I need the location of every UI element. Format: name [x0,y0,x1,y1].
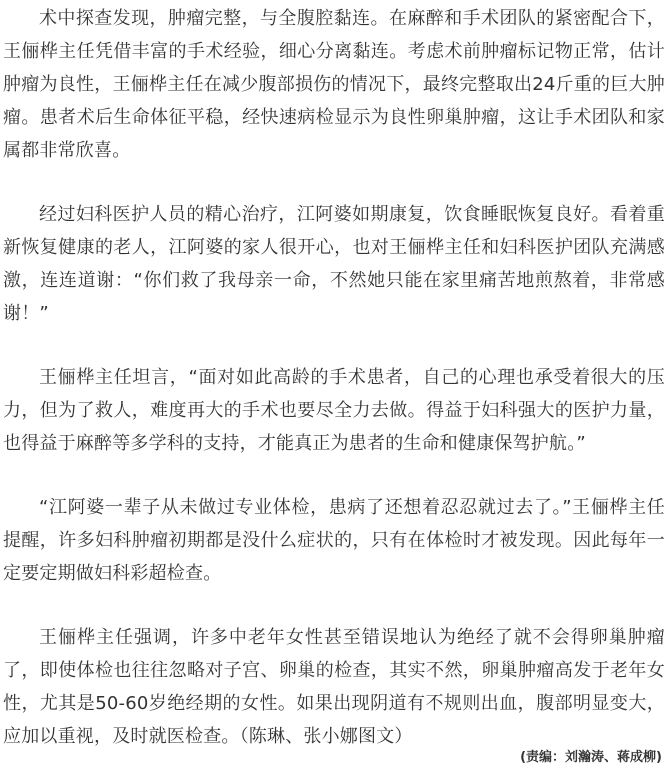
paragraph-gap [3,590,665,621]
paragraph-gap [3,167,665,198]
paragraph-gap [3,460,665,491]
article-body [3,2,665,753]
paragraph-doctor-statement: 王俪桦主任坦言，“面对如此高龄的手术患者，自己的心理也承受着很大的压力，但为了救人，难度再大的手术也要尽全力去做。得益于妇科强大的医护力量，也得益于麻醉等多学科的支持，才能真正为患者的生命和健康保驾护航。” [3,367,665,454]
editor-credit: (责编：刘瀚涛、蒋成柳) [520,750,662,765]
paragraph-gap [3,330,665,361]
paragraph-recovery: 经过妇科医护人员的精心治疗，江阿婆如期康复，饮食睡眠恢复良好。看着重新恢复健康的老人，江阿婆的家人很开心，也对王俪桦主任和妇科医护团队充满感激，连连道谢：“你们救了我母亲一命，不然她只能在家里痛苦地煎熬着，非常感谢！” [3,204,665,324]
paragraph-checkup-reminder: “江阿婆一辈子从未做过专业体检，患病了还想着忍忍就过去了。”王俪桦主任提醒，许多妇科肿瘤初期都是没什么症状的，只有在体检时才被发现。因此每年一定要定期做妇科彩超检查。 [3,497,665,584]
paragraph-surgery: 术中探查发现，肿瘤完整，与全腹腔黏连。在麻醉和手术团队的紧密配合下，王俪桦主任凭借丰富的手术经验，细心分离黏连。考虑术前肿瘤标记物正常，估计肿瘤为良性，王俪桦主任在减少腹部损伤的情况下，最终完整取出24斤重的巨大肿瘤。患者术后生命体征平稳，经快速病检显示为良性卵巢肿瘤，这让手术团队和家属都非常欣喜。 [3,8,665,161]
paragraph-ovarian-warning: 王俪桦主任强调，许多中老年女性甚至错误地认为绝经了就不会得卵巢肿瘤了，即使体检也往往忽略对子宫、卵巢的检查，其实不然，卵巢肿瘤高发于老年女性，尤其是50-60岁绝经期的女性。如果出现阴道有不规则出血，腹部明显变大，应加以重视，及时就医检查。（陈琳、张小娜图文） [3,627,665,747]
